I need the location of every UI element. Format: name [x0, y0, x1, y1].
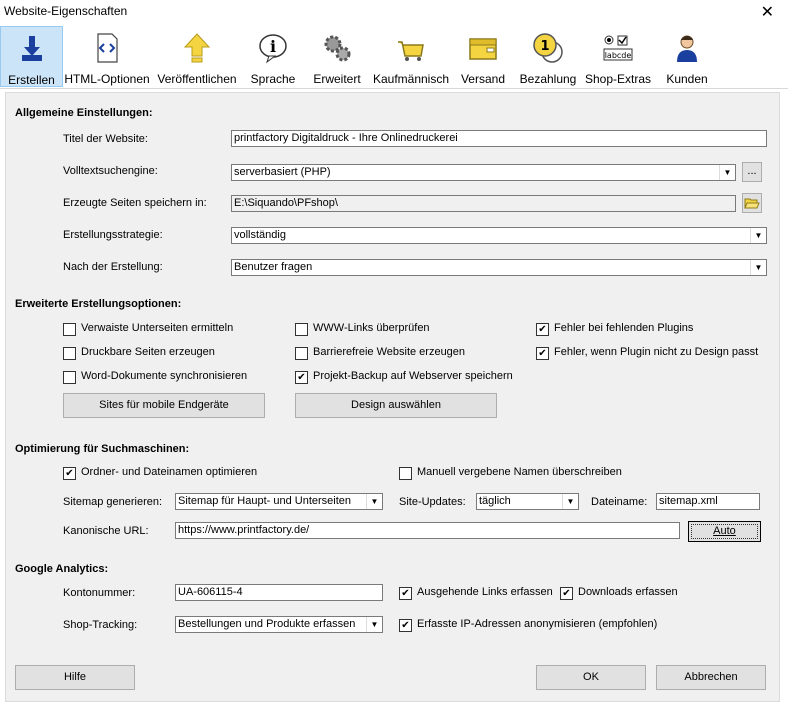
sitemap-label: Sitemap generieren:	[63, 496, 163, 508]
section-header-extended: Erweiterte Erstellungsoptionen:	[15, 298, 182, 310]
tab-label: Versand	[460, 72, 506, 86]
search-engine-label: Volltextsuchengine:	[63, 165, 158, 177]
shop-tracking-select[interactable]	[175, 616, 383, 633]
website-title-input[interactable]: printfactory Digitaldruck - Ihre Onlinedruckerei	[231, 130, 767, 147]
checkbox-box[interactable]	[399, 467, 412, 480]
tab-kaufmaennisch[interactable]	[371, 26, 451, 87]
tab-sprache[interactable]	[243, 26, 303, 87]
checkbox-label: Fehler, wenn Plugin nicht zu Design passt	[554, 346, 759, 358]
sitemap-value: Sitemap für Haupt- und Unterseiten	[178, 495, 352, 507]
tab-label: HTML-Optionen	[64, 72, 150, 86]
window-title: Website-Eigenschaften	[4, 4, 128, 18]
title-bar	[0, 0, 788, 26]
checkbox-label: Fehler bei fehlenden Plugins	[554, 322, 694, 334]
form-controls-icon	[602, 32, 634, 64]
checkmark-icon[interactable]: ✔	[399, 587, 412, 600]
checkbox-label: Verwaiste Unterseiten ermitteln	[81, 322, 234, 334]
info-bubble-icon	[257, 32, 289, 64]
after-build-value: Benutzer fragen	[234, 261, 313, 273]
close-icon[interactable]: ✕	[760, 4, 774, 21]
checkmark-icon[interactable]: ✔	[536, 347, 549, 360]
site-updates-value: täglich	[479, 495, 511, 507]
canonical-label: Kanonische URL:	[63, 525, 149, 537]
ok-button[interactable]: OK	[536, 665, 646, 690]
tab-label: Veröffentlichen	[157, 72, 237, 86]
checkbox-label: Ordner- und Dateinamen optimieren	[81, 466, 258, 478]
tab-kunden[interactable]	[655, 26, 719, 87]
tab-label: Sprache	[250, 72, 296, 86]
tab-label: Bezahlung	[519, 72, 577, 86]
form-controls-icon-text: labcde	[604, 51, 632, 60]
checkbox-label: Manuell vergebene Namen überschreiben	[417, 466, 622, 478]
tab-veroeffentlichen[interactable]	[151, 26, 243, 87]
checkbox-box[interactable]	[295, 347, 308, 360]
settings-panel	[5, 92, 780, 702]
tab-label: Erweitert	[313, 72, 361, 86]
chevron-down-icon: ▼	[719, 165, 735, 180]
filename-label: Dateiname:	[591, 496, 648, 508]
tab-label: Erstellen	[8, 73, 55, 87]
tab-label: Shop-Extras	[584, 72, 652, 86]
shop-tracking-value: Bestellungen und Produkte erfassen	[178, 618, 356, 630]
auto-button-label: Auto	[713, 525, 736, 537]
html-code-icon	[91, 32, 123, 64]
checkbox-label: Ausgehende Links erfassen	[417, 586, 553, 598]
cancel-button[interactable]: Abbrechen	[656, 665, 766, 690]
chevron-down-icon: ▼	[750, 228, 766, 243]
checkbox-box[interactable]	[63, 347, 76, 360]
coins-icon	[532, 32, 564, 64]
svg-text:1: 1	[540, 39, 550, 54]
checkbox-label: Downloads erfassen	[578, 586, 678, 598]
svg-text:i: i	[269, 37, 277, 56]
auto-button[interactable]	[688, 521, 761, 542]
checkbox-label: Druckbare Seiten erzeugen	[81, 346, 215, 358]
checkbox-box[interactable]	[63, 371, 76, 384]
browse-button[interactable]: ...	[742, 162, 762, 182]
checkmark-icon[interactable]: ✔	[63, 467, 76, 480]
save-path-label: Erzeugte Seiten speichern in:	[63, 197, 207, 209]
tab-label: Kunden	[666, 72, 708, 86]
tab-label: Kaufmännisch	[372, 72, 450, 86]
checkmark-icon[interactable]: ✔	[295, 371, 308, 384]
tab-erstellen[interactable]	[0, 26, 63, 87]
checkmark-icon[interactable]: ✔	[536, 323, 549, 336]
help-button[interactable]: Hilfe	[15, 665, 135, 690]
section-header-seo: Optimierung für Suchmaschinen:	[15, 443, 190, 455]
checkbox-label: Barrierefreie Website erzeugen	[313, 346, 466, 358]
filename-input[interactable]: sitemap.xml	[656, 493, 760, 510]
title-label: Titel der Website:	[63, 133, 148, 145]
search-engine-select[interactable]	[231, 164, 736, 181]
mobile-sites-button[interactable]: Sites für mobile Endgeräte	[63, 393, 265, 418]
gears-icon	[321, 32, 353, 64]
account-number-input[interactable]: UA-606115-4	[175, 584, 383, 601]
shop-tracking-label: Shop-Tracking:	[63, 619, 138, 631]
strategy-select[interactable]	[231, 227, 767, 244]
site-updates-label: Site-Updates:	[399, 496, 466, 508]
download-arrow-icon	[16, 33, 48, 65]
checkbox-label: Erfasste IP-Adressen anonymisieren (empfohlen)	[417, 618, 658, 630]
checkmark-icon[interactable]: ✔	[560, 587, 573, 600]
checkmark-icon[interactable]: ✔	[399, 619, 412, 632]
chevron-down-icon: ▼	[562, 494, 578, 509]
checkbox-box[interactable]	[63, 323, 76, 336]
sitemap-select[interactable]	[175, 493, 383, 510]
shopping-cart-icon	[395, 32, 427, 64]
strategy-label: Erstellungsstrategie:	[63, 229, 163, 241]
after-build-label: Nach der Erstellung:	[63, 261, 163, 273]
checkbox-box[interactable]	[295, 323, 308, 336]
folder-open-icon	[744, 196, 760, 210]
chevron-down-icon: ▼	[366, 494, 382, 509]
checkbox-label: WWW-Links überprüfen	[313, 322, 430, 334]
tab-versand[interactable]	[451, 26, 515, 87]
folder-open-button[interactable]	[742, 193, 762, 213]
tab-shop-extras[interactable]	[581, 26, 655, 87]
customer-icon	[671, 32, 703, 64]
canonical-url-input[interactable]: https://www.printfactory.de/	[175, 522, 680, 539]
tab-erweitert[interactable]	[303, 26, 371, 87]
account-label: Kontonummer:	[63, 587, 136, 599]
upload-arrow-icon	[181, 32, 213, 64]
chevron-down-icon: ▼	[750, 260, 766, 275]
package-icon	[467, 32, 499, 64]
tab-html-optionen[interactable]	[63, 26, 151, 87]
checkbox-label: Projekt-Backup auf Webserver speichern	[313, 370, 513, 382]
site-updates-select[interactable]	[476, 493, 579, 510]
save-path-input[interactable]: E:\Siquando\PFshop\	[231, 195, 736, 212]
checkbox-label: Word-Dokumente synchronisieren	[81, 370, 248, 382]
choose-design-button[interactable]: Design auswählen	[295, 393, 497, 418]
strategy-value: vollständig	[234, 229, 286, 241]
chevron-down-icon: ▼	[366, 617, 382, 632]
after-build-select[interactable]	[231, 259, 767, 276]
search-engine-value: serverbasiert (PHP)	[234, 166, 331, 178]
section-header-analytics: Google Analytics:	[15, 563, 109, 575]
toolbar	[0, 26, 788, 89]
tab-bezahlung[interactable]	[515, 26, 581, 87]
section-header-general: Allgemeine Einstellungen:	[15, 107, 153, 119]
